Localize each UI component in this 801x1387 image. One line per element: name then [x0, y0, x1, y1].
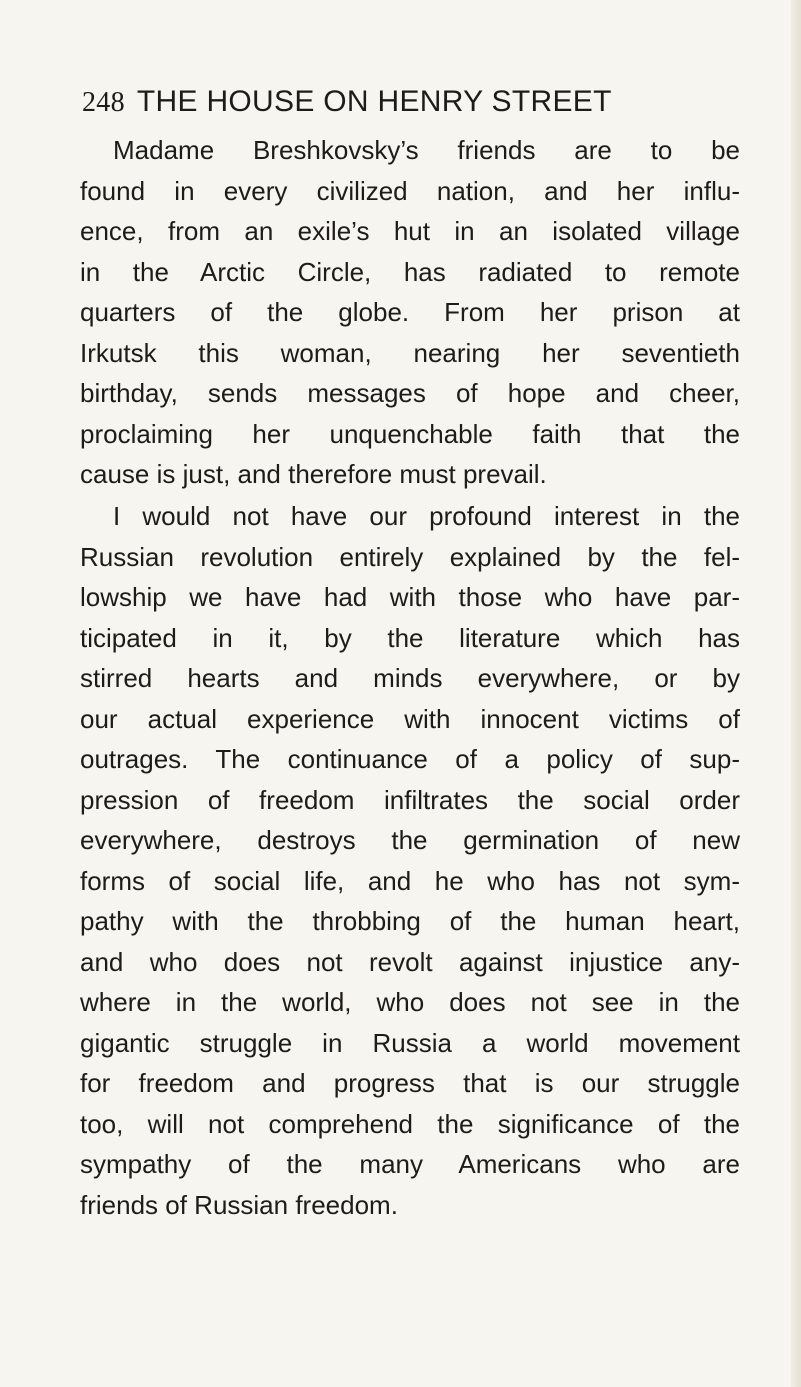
running-title: THE HOUSE ON HENRY STREET	[136, 85, 612, 118]
text-line: lowship we have had with those who have par-	[80, 582, 740, 612]
text-line: everywhere, destroys the germination of new	[80, 825, 740, 855]
text-line: in the Arctic Circle, has radiated to remote	[80, 256, 740, 287]
text-line: Russian revolution entirely explained by the fel-	[80, 541, 740, 572]
paragraph-2	[80, 496, 740, 1225]
text-line: stirred hearts and minds everywhere, or by	[80, 663, 740, 693]
page-number: 248	[82, 87, 125, 118]
text-line: pathy with the throbbing of the human heart,	[80, 906, 740, 936]
text-line: outrages. The continuance of a policy of sup-	[80, 744, 740, 774]
text-line: ticipated in it, by the literature which has	[80, 622, 740, 653]
page-edge-shadow	[791, 0, 801, 1387]
text-line: our actual experience with innocent victims of	[80, 703, 740, 734]
text-line: quarters of the globe. From her prison at	[80, 297, 740, 327]
text-line: ence, from an exile’s hut in an isolated village	[80, 216, 740, 246]
text-line: sympathy of the many Americans who are	[80, 1149, 740, 1179]
text-line: for freedom and progress that is our struggle	[80, 1068, 740, 1098]
text-line: birthday, sends messages of hope and cheer,	[80, 378, 740, 408]
text-line: too, will not comprehend the significance of the	[80, 1108, 740, 1139]
text-line: Irkutsk this woman, nearing her seventieth	[80, 337, 740, 368]
text-line: proclaiming her unquenchable faith that the	[80, 418, 740, 449]
text-line: friends of Russian freedom.	[80, 1189, 398, 1220]
paragraph-1	[80, 130, 740, 495]
text-line: cause is just, and therefore must prevail.	[80, 459, 547, 489]
text-line: gigantic struggle in Russia a world movement	[80, 1027, 740, 1058]
text-line: Madame Breshkovsky’s friends are to be	[113, 135, 740, 165]
running-header	[82, 80, 702, 124]
text-line: pression of freedom infiltrates the social order	[80, 784, 740, 815]
text-line: where in the world, who does not see in the	[80, 987, 740, 1017]
text-line: found in every civilized nation, and her influ-	[80, 175, 740, 206]
text-line: forms of social life, and he who has not sym-	[80, 865, 740, 896]
text-line: I would not have our profound interest in the	[113, 501, 740, 531]
text-line: and who does not revolt against injustice any-	[80, 946, 740, 977]
